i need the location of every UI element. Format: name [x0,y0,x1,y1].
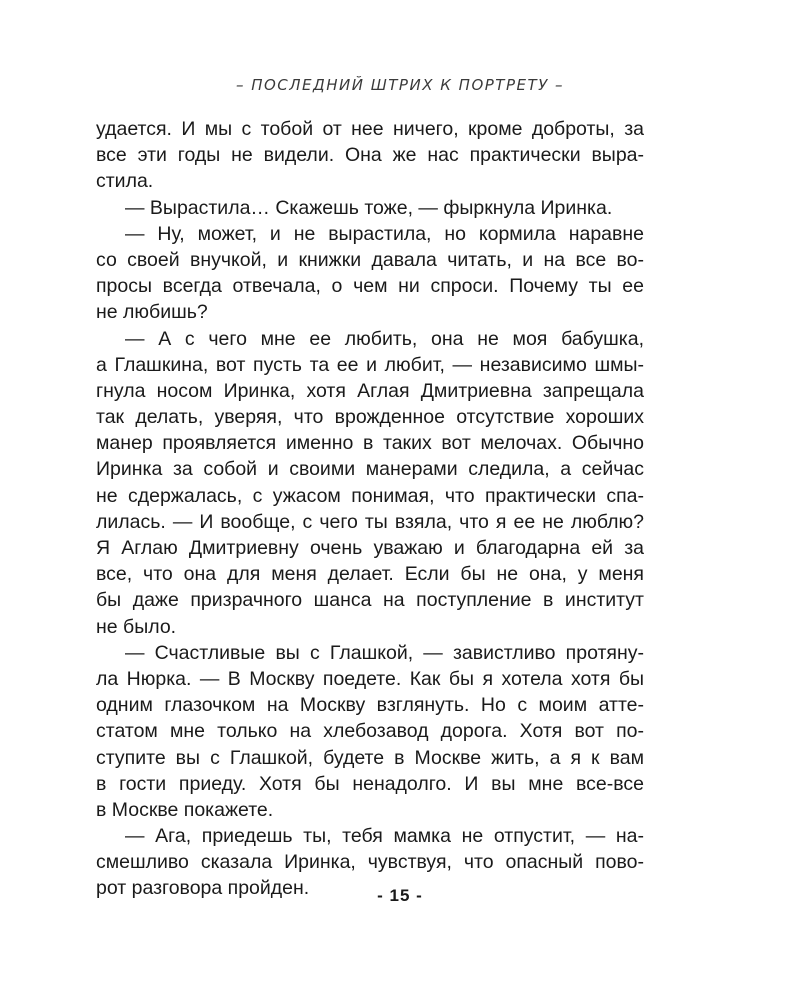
text-line: одним глазочком на Москву взглянуть. Но с моим атте- [96,694,644,717]
text-line: смешливо сказала Иринка, чувствуя, что опасный пово- [96,851,644,874]
text-line: стила. [96,170,154,193]
body-text [96,116,644,902]
text-line: рот разговора пройден. [96,877,310,900]
text-line: а Глашкина, вот пусть та ее и любит, — независимо шмы- [96,353,644,376]
text-line: — Счастливые вы с Глашкой, — завистливо протяну- [125,641,644,664]
text-line: — А с чего мне ее любить, она не моя бабушка, [125,327,644,350]
text-line: со своей внучкой, и книжки давала читать, и на все во- [96,248,644,271]
text-line: лилась. — И вообще, с чего ты взяла, что я ее не люблю? [96,510,644,533]
text-line: гнула носом Иринка, хотя Аглая Дмитриевна запрещала [96,379,644,402]
text-line: Я Аглаю Дмитриевну очень уважаю и благодарна ей за [96,537,644,559]
text-line: все эти годы не видели. Она же нас практически выра- [96,144,644,167]
running-head: – ПОСЛЕДНИЙ ШТРИХ К ПОРТРЕТУ – [235,76,565,94]
text-line: ступите вы с Глашкой, будете в Москве жить, а я к вам [96,746,644,769]
text-line: просы всегда отвечала, о чем ни спроси. Почему ты ее [96,275,644,298]
text-line: ла Нюрка. — В Москву поедете. Как бы я хотела хотя бы [96,667,644,690]
text-line: — Вырастила… Скажешь тоже, — фыркнула Иринка. [125,196,613,219]
text-line: в Москве покажете. [96,798,274,821]
text-line: не было. [96,615,177,638]
text-line: статом мне только на хлебозавод дорога. Хотя вот по- [96,720,644,743]
text-line: манер проявляется именно в таких вот мелочах. Обычно [96,432,644,455]
text-line: все, что она для меня делает. Если бы не она, у меня [96,563,644,586]
text-line: в гости приеду. Хотя бы ненадолго. И вы мне все-все [96,772,644,795]
text-line: бы даже призрачного шанса на поступление в институт [96,589,644,612]
text-line: удается. И мы с тобой от нее ничего, кроме доброты, за [96,118,644,140]
text-line: не любишь? [96,301,208,324]
page-number: - 15 - [377,886,423,905]
text-line: не сдержалась, с ужасом понимая, что практически спа- [96,484,644,507]
text-line: — Ага, приедешь ты, тебя мамка не отпустит, — на- [125,825,644,848]
text-line: так делать, уверяя, что врожденное отсутствие хороших [96,406,644,429]
text-line: — Ну, может, и не вырастила, но кормила наравне [125,222,644,245]
text-line: Иринка за собой и своими манерами следила, а сейчас [96,458,644,481]
